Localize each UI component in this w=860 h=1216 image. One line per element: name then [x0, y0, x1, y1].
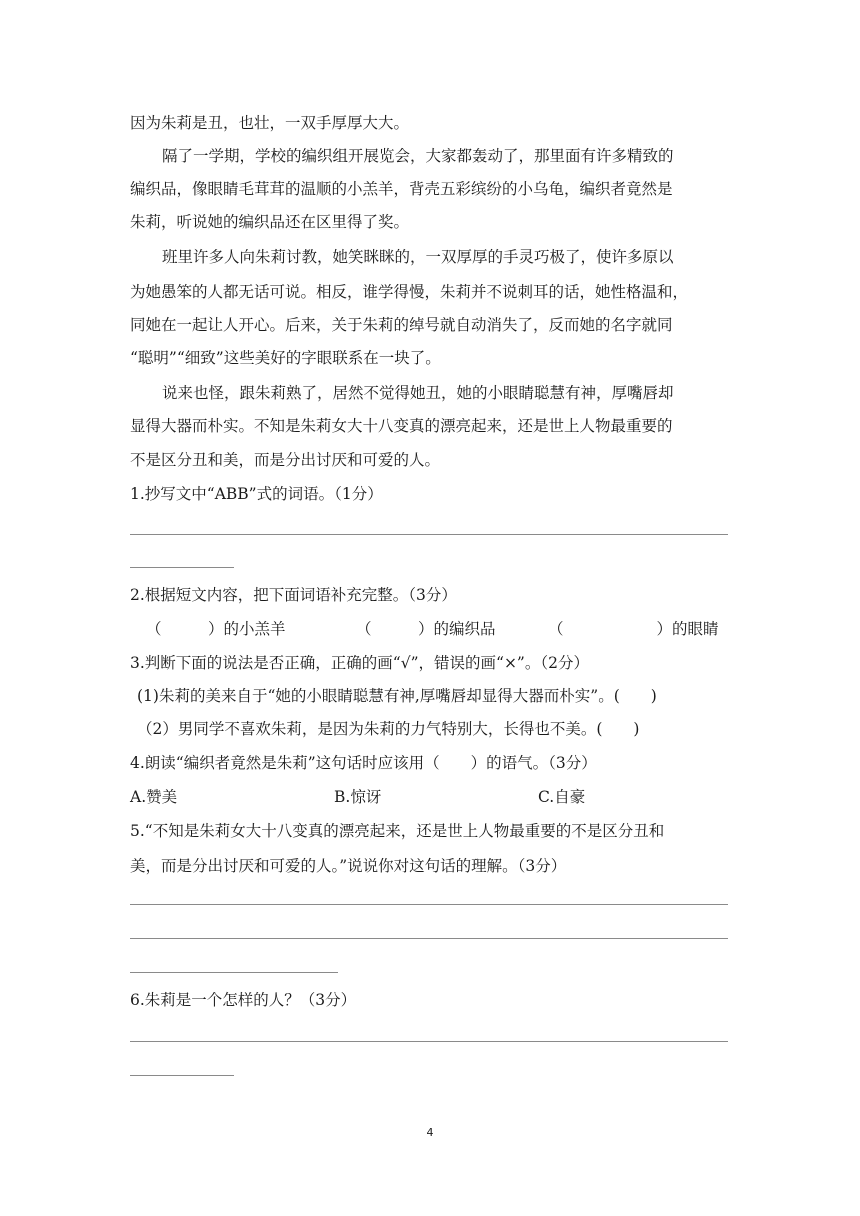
passage-line-8: “聪明”“细致”这些美好的字眼联系在一块了。 [130, 349, 441, 367]
passage-line-5: 班里许多人向朱莉讨教，她笑眯眯的，一双厚厚的手灵巧极了，使许多原以 [162, 248, 674, 266]
passage-line-6: 为她愚笨的人都无话可说。相反，谁学得慢，朱莉并不说刺耳的话，她性格温和， [130, 283, 689, 301]
passage-line-2: 隔了一学期，学校的编织组开展览会，大家都轰动了，那里面有许多精致的 [162, 147, 674, 165]
passage-line-4: 朱莉，听说她的编织品还在区里得了奖。 [130, 213, 410, 231]
answer-line-q1-a[interactable] [130, 534, 728, 535]
passage-line-10: 显得大器而朴实。不知是朱莉女大十八变真的漂亮起来，还是世上人物最重要的 [130, 417, 673, 435]
question-4: 4.朗读“编织者竟然是朱莉”这句话时应该用（ ）的语气。（3分） [130, 754, 597, 772]
q2-blank-eyes[interactable]: （ ）的眼睛 [548, 620, 719, 638]
question-5-line-1: 5.“不知是朱莉女大十八变真的漂亮起来，还是世上人物最重要的不是区分丑和 [130, 822, 665, 840]
answer-line-q6-a[interactable] [130, 1041, 728, 1042]
question-1: 1.抄写文中“ABB”式的词语。（1分） [130, 485, 383, 503]
page-number: 4 [426, 1126, 434, 1139]
passage-line-9: 说来也怪，跟朱莉熟了，居然不觉得她丑，她的小眼睛聪慧有神，厚嘴唇却 [162, 384, 674, 402]
passage-line-7: 同她在一起让人开心。后来，关于朱莉的绰号就自动消失了，反而她的名字就同 [130, 316, 673, 334]
answer-line-q5-c[interactable] [130, 972, 338, 973]
question-3-item-2: （2）男同学不喜欢朱莉，是因为朱莉的力气特别大，长得也不美。( ) [137, 720, 640, 738]
q4-option-c[interactable]: C.自豪 [538, 788, 586, 806]
q4-option-b[interactable]: B.惊讶 [334, 788, 382, 806]
question-3: 3.判断下面的说法是否正确，正确的画“√”，错误的画“×”。（2分） [130, 654, 589, 672]
passage-line-1: 因为朱莉是丑，也壮，一双手厚厚大大。 [130, 114, 410, 132]
q2-blank-lamb[interactable]: （ ）的小羔羊 [146, 620, 286, 638]
question-3-item-1: (1)朱莉的美来自于“她的小眼睛聪慧有神,厚嘴唇却显得大器而朴实”。( ) [137, 687, 657, 705]
q4-option-a[interactable]: A.赞美 [130, 788, 178, 806]
answer-line-q5-b[interactable] [130, 938, 728, 939]
answer-line-q5-a[interactable] [130, 904, 728, 905]
passage-line-11: 不是区分丑和美，而是分出讨厌和可爱的人。 [130, 451, 441, 469]
q2-blank-knitwork[interactable]: （ ）的编织品 [356, 620, 496, 638]
answer-line-q1-b[interactable] [130, 567, 234, 568]
question-5-line-2: 美，而是分出讨厌和可爱的人。”说说你对这句话的理解。（3分） [130, 857, 567, 875]
question-6: 6.朱莉是一个怎样的人？（3分） [130, 991, 357, 1009]
question-2: 2.根据短文内容，把下面词语补充完整。（3分） [130, 586, 457, 604]
passage-line-3: 编织品，像眼睛毛茸茸的温顺的小羔羊，背壳五彩缤纷的小乌龟，编织者竟然是 [130, 180, 673, 198]
answer-line-q6-b[interactable] [130, 1075, 234, 1076]
